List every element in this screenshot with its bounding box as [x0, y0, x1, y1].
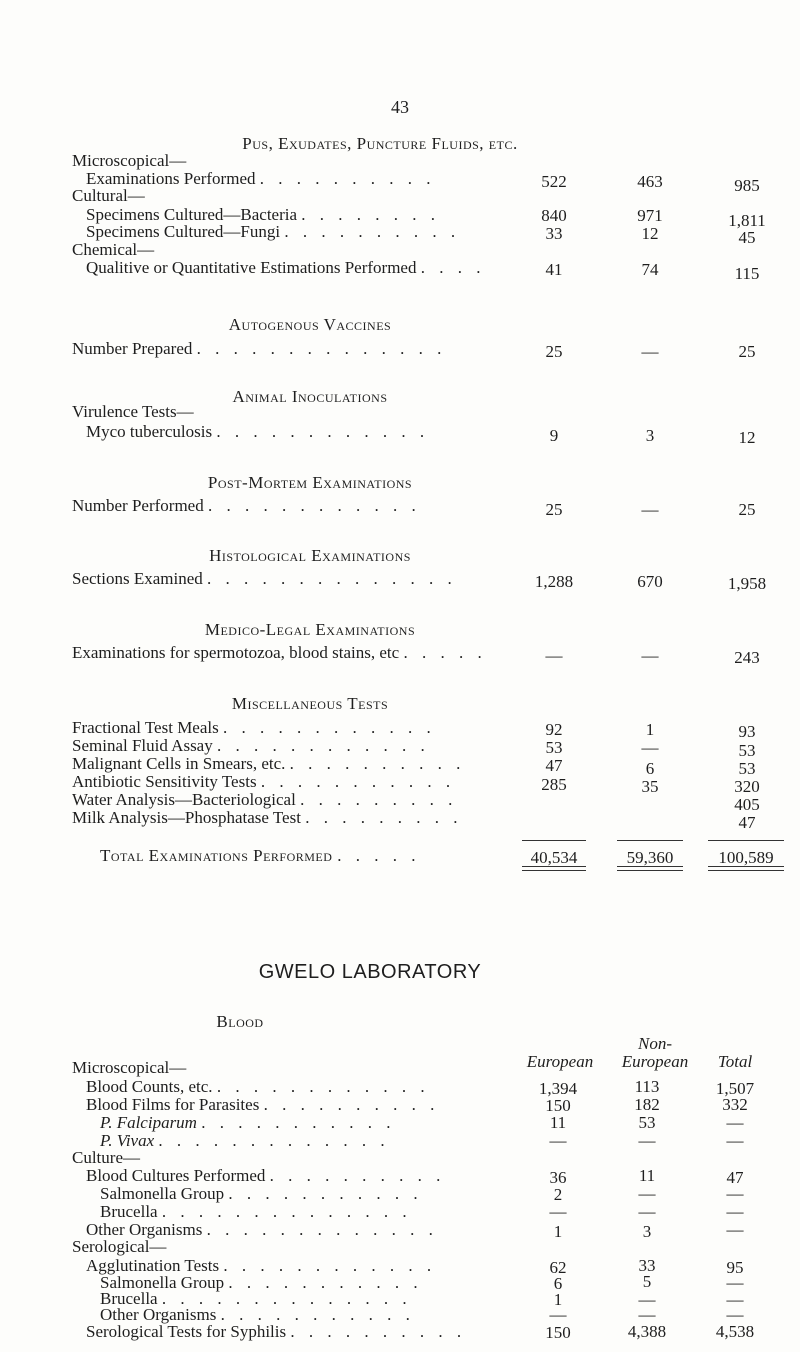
cell: 985 [734, 176, 760, 195]
cell: 25 [545, 342, 563, 361]
cell: — [545, 646, 563, 665]
cell: 6 [645, 759, 655, 778]
row-label: Blood Counts, etc. . . . . . . . . . . . . [86, 1077, 430, 1096]
cell: 1,288 [534, 572, 574, 591]
total-double-rule [522, 866, 586, 871]
row-label: Examinations Performed . . . . . . . . . . [86, 169, 436, 188]
gwelo-title: GWELO LABORATORY [258, 961, 482, 983]
col-head-non: Non- [638, 1034, 672, 1053]
section-heading-pus: Pus, Exudates, Puncture Fluids, etc. [242, 134, 518, 153]
cell: 4,538 [715, 1322, 755, 1341]
serological-label: Serological— [72, 1237, 167, 1256]
section-heading-misc: Miscellaneous Tests [231, 694, 389, 713]
cell: 45 [738, 228, 756, 247]
cell: 670 [637, 572, 663, 591]
cell: 53 [638, 1113, 656, 1132]
cell: — [638, 1290, 656, 1309]
culture-label: Culture— [72, 1148, 140, 1167]
cell: 1 [645, 720, 655, 739]
cell: — [641, 500, 659, 519]
row-label: Serological Tests for Syphilis . . . . . . . . . . [86, 1322, 467, 1341]
cell: 53 [545, 738, 563, 757]
cell: 92 [545, 720, 563, 739]
cell: — [726, 1305, 744, 1324]
microscopical-label: Microscopical— [72, 1058, 187, 1077]
section-heading-autogenous: Autogenous Vaccines [228, 315, 392, 334]
row-label: P. Falciparum . . . . . . . . . . . [100, 1113, 396, 1132]
cell: — [638, 1202, 656, 1221]
row-label: Milk Analysis—Phosphatase Test . . . . . . . . . [72, 808, 463, 827]
cell: 840 [541, 206, 567, 225]
cell: 95 [726, 1258, 744, 1277]
cell: 33 [545, 224, 563, 243]
section-heading-medicolegal: Medico-Legal Examinations [204, 620, 416, 639]
cell: 2 [553, 1185, 563, 1204]
total-rule-top [708, 840, 784, 841]
cell: — [726, 1113, 744, 1132]
cell: 25 [738, 500, 756, 519]
cell: — [638, 1131, 656, 1150]
cell: — [726, 1131, 744, 1150]
cell: 332 [722, 1095, 748, 1114]
cell: 150 [545, 1096, 571, 1115]
cell: 53 [738, 759, 756, 778]
cell: 320 [734, 777, 760, 796]
total-rule-top [617, 840, 683, 841]
cell: — [549, 1131, 567, 1150]
row-label: Brucella . . . . . . . . . . . . . . [100, 1202, 412, 1221]
row-label: Sections Examined . . . . . . . . . . . . . . [72, 569, 457, 588]
cell: 36 [549, 1168, 567, 1187]
cell: 93 [738, 722, 756, 741]
cell: 47 [738, 813, 756, 832]
row-label: Seminal Fluid Assay . . . . . . . . . . . . [72, 736, 430, 755]
cell: 47 [726, 1168, 744, 1187]
cell: — [726, 1184, 744, 1203]
row-label: Number Performed . . . . . . . . . . . . [72, 496, 421, 515]
col-head-european: European [526, 1052, 594, 1071]
cell: 5 [642, 1272, 652, 1291]
row-label: Specimens Cultured—Bacteria . . . . . . . . [86, 205, 441, 224]
cell: 971 [637, 206, 663, 225]
row-label: Blood Films for Parasites . . . . . . . . . . [86, 1095, 440, 1114]
cell: — [641, 342, 659, 361]
row-label: Agglutination Tests . . . . . . . . . . . . [86, 1256, 437, 1275]
cell: 11 [549, 1113, 567, 1132]
cell: 11 [638, 1166, 656, 1185]
total-rule-top [522, 840, 586, 841]
chemical-label: Chemical— [72, 240, 155, 259]
cell: 1,507 [715, 1079, 755, 1098]
cell: 35 [641, 777, 659, 796]
row-label: P. Vivax . . . . . . . . . . . . . [100, 1131, 390, 1150]
cell: 522 [541, 172, 567, 191]
microscopical-label: Microscopical— [72, 151, 187, 170]
cell: 25 [738, 342, 756, 361]
cell: 3 [642, 1222, 652, 1241]
blood-heading: Blood [216, 1012, 264, 1031]
row-label: Salmonella Group . . . . . . . . . . . [100, 1184, 423, 1203]
cell: 1,958 [727, 574, 767, 593]
cell: 3 [645, 426, 655, 445]
total-double-rule [617, 866, 683, 871]
row-label: Fractional Test Meals . . . . . . . . . . . . [72, 718, 436, 737]
cell-total: 100,589 [718, 848, 774, 867]
cell: — [549, 1305, 567, 1324]
cell: 1,811 [728, 211, 766, 230]
col-head-non-european: European [621, 1052, 689, 1071]
cell: 4,388 [627, 1322, 667, 1341]
section-heading-animal: Animal Inoculations [232, 387, 388, 406]
row-label: Salmonella Group . . . . . . . . . . . [100, 1273, 423, 1292]
col-head-total: Total [717, 1052, 753, 1071]
cell: 463 [637, 172, 663, 191]
cell: 115 [734, 264, 760, 283]
row-label: Water Analysis—Bacteriological . . . . . . . . . [72, 790, 458, 809]
cell: — [638, 1305, 656, 1324]
row-label: Specimens Cultured—Fungi . . . . . . . . . . [86, 222, 461, 241]
cell: 182 [634, 1095, 660, 1114]
section-heading-postmortem: Post-Mortem Examinations [207, 473, 413, 492]
row-label: Brucella . . . . . . . . . . . . . . [100, 1289, 412, 1308]
total-label: Total Examinations Performed . . . . . [100, 846, 421, 865]
cell: 12 [641, 224, 659, 243]
cultural-label: Cultural— [72, 186, 145, 205]
cell: 1 [553, 1222, 563, 1241]
row-label: Qualitive or Quantitative Estimations Performed . . . . [86, 258, 486, 277]
row-label: Number Prepared . . . . . . . . . . . . . . [72, 339, 447, 358]
row-label: Other Organisms . . . . . . . . . . . . . [86, 1220, 438, 1239]
cell: 9 [549, 426, 559, 445]
cell: 74 [641, 260, 659, 279]
row-label: Other Organisms . . . . . . . . . . . [100, 1305, 415, 1324]
cell: 53 [738, 741, 756, 760]
cell: — [726, 1290, 744, 1309]
cell: 113 [634, 1077, 660, 1096]
total-double-rule [708, 866, 784, 871]
row-label: Blood Cultures Performed . . . . . . . . . . [86, 1166, 446, 1185]
cell: 1,394 [538, 1079, 578, 1098]
row-label: Examinations for spermotozoa, blood stains, etc . . . . . [72, 643, 487, 662]
cell: 62 [549, 1258, 567, 1277]
cell: — [641, 738, 659, 757]
cell: — [638, 1184, 656, 1203]
cell: — [549, 1202, 567, 1221]
cell: 6 [553, 1274, 563, 1293]
cell: — [641, 646, 659, 665]
cell: 285 [541, 775, 567, 794]
virulence-label: Virulence Tests— [72, 402, 194, 421]
cell: 33 [638, 1256, 656, 1275]
cell: 47 [545, 756, 563, 775]
section-heading-histological: Histological Examinations [209, 546, 411, 565]
row-label: Antibiotic Sensitivity Tests . . . . . . . . . . . [72, 772, 456, 791]
page-number: 43 [391, 97, 409, 117]
row-label: Myco tuberculosis . . . . . . . . . . . . [86, 422, 430, 441]
cell: — [726, 1202, 744, 1221]
cell: 1 [553, 1290, 563, 1309]
cell: 405 [734, 795, 760, 814]
cell: 243 [734, 648, 760, 667]
cell-total: 40,534 [530, 848, 578, 867]
cell: 25 [545, 500, 563, 519]
cell: 12 [738, 428, 756, 447]
cell: 41 [545, 260, 563, 279]
row-label: Malignant Cells in Smears, etc. . . . . . . . . . . [72, 754, 466, 773]
cell: 150 [545, 1323, 571, 1342]
cell: — [726, 1273, 744, 1292]
cell: — [726, 1220, 744, 1239]
cell-total: 59,360 [626, 848, 674, 867]
